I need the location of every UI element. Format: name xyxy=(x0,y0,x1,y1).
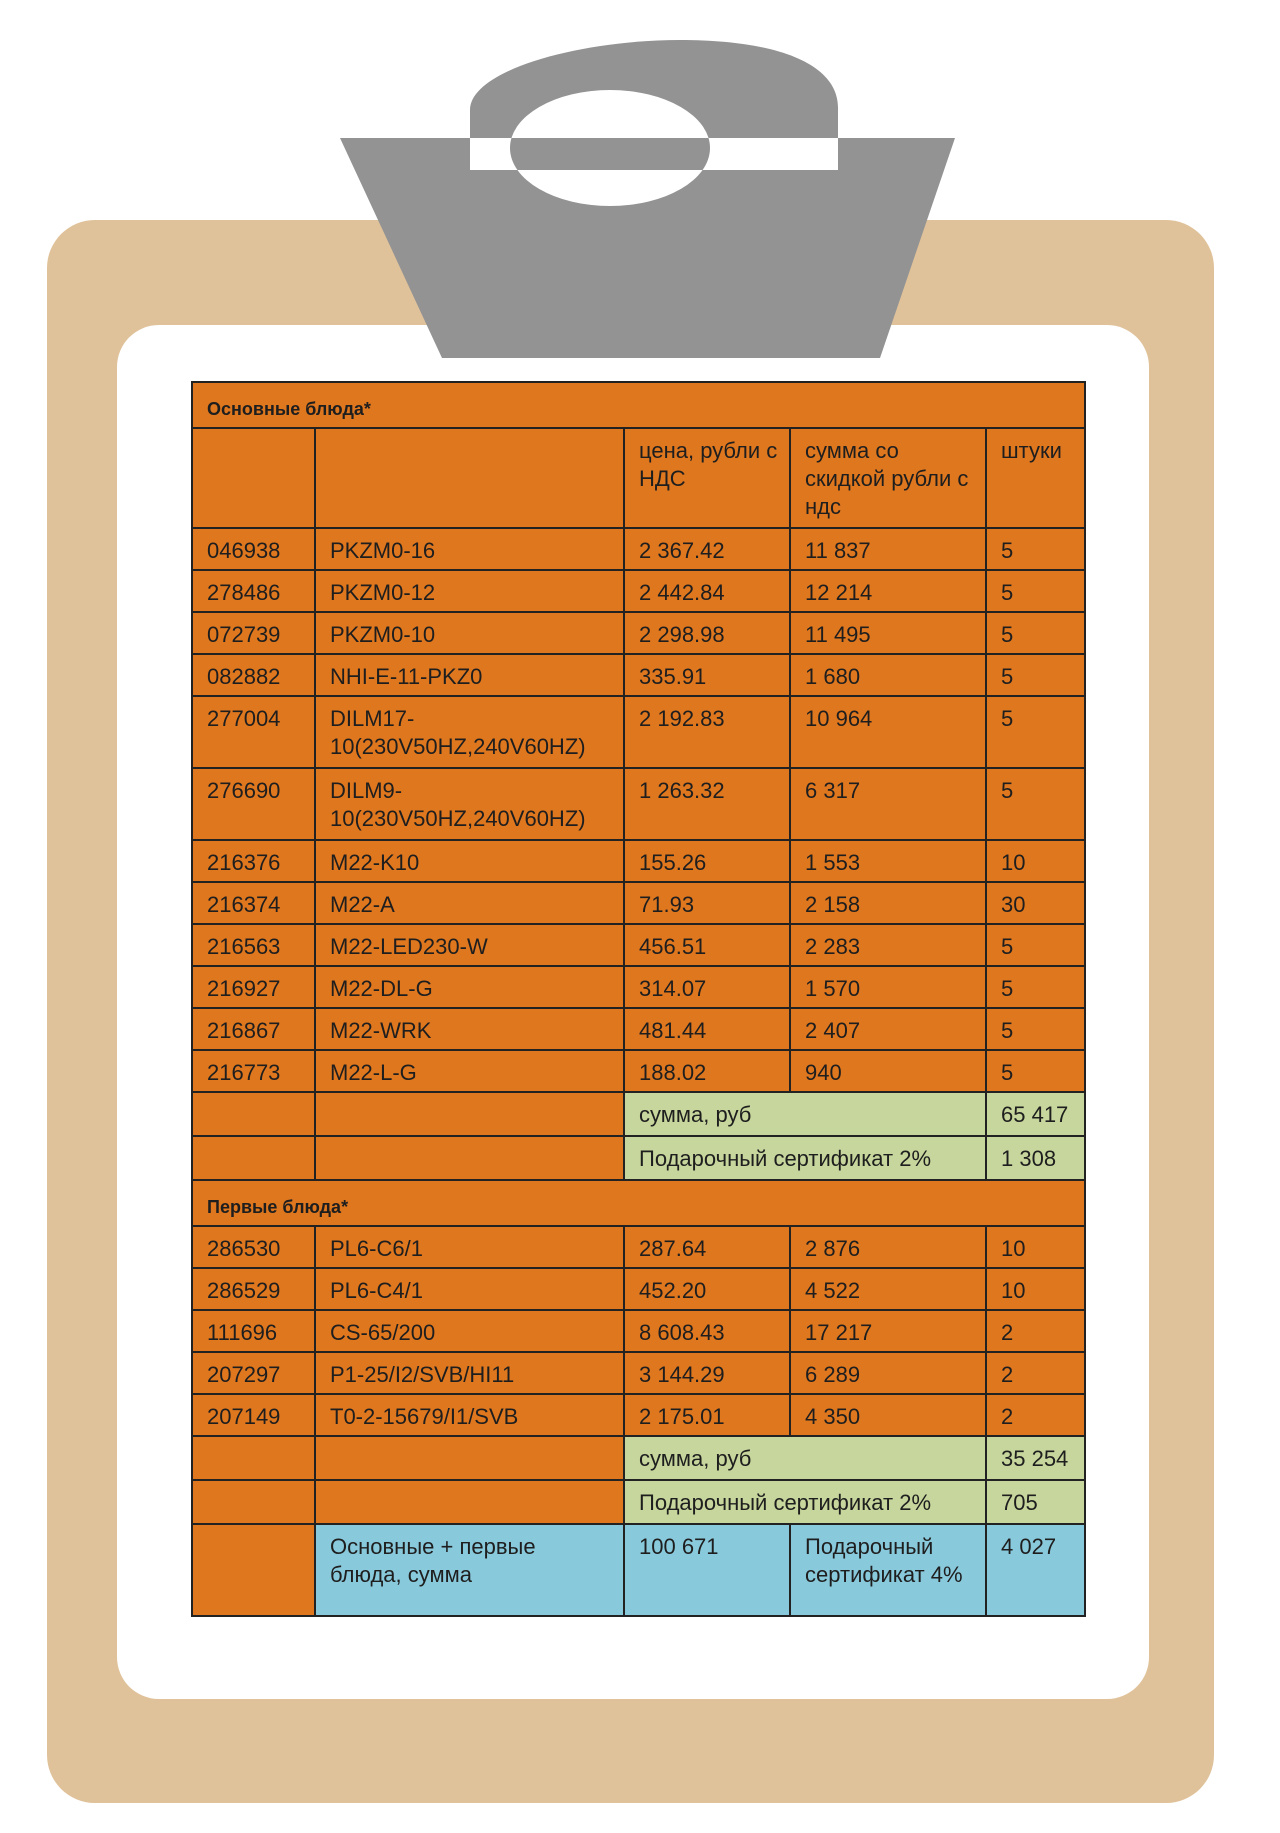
item-discount-sum: 1 553 xyxy=(790,840,986,882)
item-price: 1 263.32 xyxy=(624,768,790,840)
item-discount-sum: 4 522 xyxy=(790,1268,986,1310)
header-qty: штуки xyxy=(986,428,1085,528)
item-name: M22-L-G xyxy=(315,1050,624,1092)
item-price: 456.51 xyxy=(624,924,790,966)
item-price: 335.91 xyxy=(624,654,790,696)
table-row xyxy=(192,1352,1085,1394)
item-discount-sum: 1 570 xyxy=(790,966,986,1008)
section-title: Первые блюда* xyxy=(192,1180,1085,1226)
table-row xyxy=(192,840,1085,882)
item-code: 082882 xyxy=(192,654,315,696)
section-title: Основные блюда* xyxy=(192,382,1085,428)
table-row xyxy=(192,966,1085,1008)
item-qty: 2 xyxy=(986,1394,1085,1436)
empty-cell xyxy=(192,1524,315,1616)
item-price: 452.20 xyxy=(624,1268,790,1310)
item-code: 072739 xyxy=(192,612,315,654)
table-row xyxy=(192,1310,1085,1352)
item-discount-sum: 4 350 xyxy=(790,1394,986,1436)
item-qty: 5 xyxy=(986,570,1085,612)
item-code: 276690 xyxy=(192,768,315,840)
item-price: 481.44 xyxy=(624,1008,790,1050)
item-price: 2 192.83 xyxy=(624,696,790,768)
clipboard-clip-icon xyxy=(0,0,1280,380)
table-row xyxy=(192,924,1085,966)
item-qty: 10 xyxy=(986,840,1085,882)
item-price: 2 442.84 xyxy=(624,570,790,612)
item-name: M22-K10 xyxy=(315,840,624,882)
table-row xyxy=(192,768,1085,840)
item-name: P1-25/I2/SVB/HI11 xyxy=(315,1352,624,1394)
item-price: 71.93 xyxy=(624,882,790,924)
item-code: 286530 xyxy=(192,1226,315,1268)
item-name: PKZM0-10 xyxy=(315,612,624,654)
table-row xyxy=(192,612,1085,654)
item-code: 207149 xyxy=(192,1394,315,1436)
empty-cell xyxy=(192,1092,315,1136)
item-name: DILM17-10(230V50HZ,240V60HZ) xyxy=(315,696,624,768)
table-row xyxy=(192,654,1085,696)
item-name: PL6-C6/1 xyxy=(315,1226,624,1268)
item-qty: 5 xyxy=(986,1008,1085,1050)
empty-cell xyxy=(192,1136,315,1180)
item-price: 2 175.01 xyxy=(624,1394,790,1436)
section-sum-row xyxy=(192,1436,1085,1480)
empty-cell xyxy=(315,1480,624,1524)
item-code: 216927 xyxy=(192,966,315,1008)
section-certificate-row xyxy=(192,1136,1085,1180)
item-code: 216773 xyxy=(192,1050,315,1092)
item-qty: 30 xyxy=(986,882,1085,924)
item-qty: 5 xyxy=(986,924,1085,966)
item-qty: 5 xyxy=(986,1050,1085,1092)
item-code: 216374 xyxy=(192,882,315,924)
item-price: 3 144.29 xyxy=(624,1352,790,1394)
section-header-row xyxy=(192,382,1085,428)
sum-value: 35 254 xyxy=(986,1436,1085,1480)
item-name: M22-WRK xyxy=(315,1008,624,1050)
table-row xyxy=(192,570,1085,612)
column-header-row xyxy=(192,428,1085,528)
item-qty: 10 xyxy=(986,1226,1085,1268)
item-discount-sum: 2 407 xyxy=(790,1008,986,1050)
item-code: 216867 xyxy=(192,1008,315,1050)
item-qty: 5 xyxy=(986,612,1085,654)
item-price: 2 298.98 xyxy=(624,612,790,654)
price-table xyxy=(191,381,1086,1617)
item-name: DILM9-10(230V50HZ,240V60HZ) xyxy=(315,768,624,840)
grand-total-row xyxy=(192,1524,1085,1616)
empty-cell xyxy=(192,1436,315,1480)
item-price: 2 367.42 xyxy=(624,528,790,570)
header-code xyxy=(192,428,315,528)
empty-cell xyxy=(192,1480,315,1524)
item-code: 278486 xyxy=(192,570,315,612)
section-header-row xyxy=(192,1180,1085,1226)
item-price: 314.07 xyxy=(624,966,790,1008)
item-discount-sum: 1 680 xyxy=(790,654,986,696)
table-row xyxy=(192,528,1085,570)
item-discount-sum: 11 495 xyxy=(790,612,986,654)
item-price: 287.64 xyxy=(624,1226,790,1268)
certificate-value: 1 308 xyxy=(986,1136,1085,1180)
item-name: CS-65/200 xyxy=(315,1310,624,1352)
item-code: 207297 xyxy=(192,1352,315,1394)
total-label: Основные + первые блюда, сумма xyxy=(315,1524,624,1616)
item-discount-sum: 2 876 xyxy=(790,1226,986,1268)
total-certificate-value: 4 027 xyxy=(986,1524,1085,1616)
total-value: 100 671 xyxy=(624,1524,790,1616)
item-discount-sum: 11 837 xyxy=(790,528,986,570)
certificate-label: Подарочный сертификат 2% xyxy=(624,1136,986,1180)
sum-label: сумма, руб xyxy=(624,1436,986,1480)
item-qty: 10 xyxy=(986,1268,1085,1310)
table-row xyxy=(192,696,1085,768)
table-row xyxy=(192,882,1085,924)
certificate-value: 705 xyxy=(986,1480,1085,1524)
item-qty: 5 xyxy=(986,696,1085,768)
item-qty: 5 xyxy=(986,768,1085,840)
header-price: цена, рубли с НДС xyxy=(624,428,790,528)
empty-cell xyxy=(315,1092,624,1136)
item-name: PKZM0-16 xyxy=(315,528,624,570)
item-name: PL6-C4/1 xyxy=(315,1268,624,1310)
empty-cell xyxy=(315,1136,624,1180)
table-row xyxy=(192,1226,1085,1268)
table-row xyxy=(192,1008,1085,1050)
item-code: 111696 xyxy=(192,1310,315,1352)
item-discount-sum: 10 964 xyxy=(790,696,986,768)
item-code: 216563 xyxy=(192,924,315,966)
header-name xyxy=(315,428,624,528)
item-qty: 5 xyxy=(986,654,1085,696)
item-code: 286529 xyxy=(192,1268,315,1310)
sum-value: 65 417 xyxy=(986,1092,1085,1136)
item-code: 216376 xyxy=(192,840,315,882)
total-certificate-label: Подарочный сертификат 4% xyxy=(790,1524,986,1616)
sum-label: сумма, руб xyxy=(624,1092,986,1136)
item-discount-sum: 12 214 xyxy=(790,570,986,612)
item-price: 155.26 xyxy=(624,840,790,882)
item-qty: 5 xyxy=(986,528,1085,570)
item-code: 046938 xyxy=(192,528,315,570)
section-certificate-row xyxy=(192,1480,1085,1524)
header-discount-sum: сумма со скидкой рубли с ндс xyxy=(790,428,986,528)
item-discount-sum: 6 289 xyxy=(790,1352,986,1394)
item-qty: 5 xyxy=(986,966,1085,1008)
item-discount-sum: 940 xyxy=(790,1050,986,1092)
item-name: T0-2-15679/I1/SVB xyxy=(315,1394,624,1436)
item-qty: 2 xyxy=(986,1310,1085,1352)
table-row xyxy=(192,1050,1085,1092)
section-sum-row xyxy=(192,1092,1085,1136)
item-price: 8 608.43 xyxy=(624,1310,790,1352)
item-name: NHI-E-11-PKZ0 xyxy=(315,654,624,696)
table-row xyxy=(192,1394,1085,1436)
item-discount-sum: 2 158 xyxy=(790,882,986,924)
item-qty: 2 xyxy=(986,1352,1085,1394)
table-row xyxy=(192,1268,1085,1310)
item-name: PKZM0-12 xyxy=(315,570,624,612)
item-discount-sum: 2 283 xyxy=(790,924,986,966)
item-discount-sum: 17 217 xyxy=(790,1310,986,1352)
certificate-label: Подарочный сертификат 2% xyxy=(624,1480,986,1524)
item-discount-sum: 6 317 xyxy=(790,768,986,840)
item-name: M22-A xyxy=(315,882,624,924)
empty-cell xyxy=(315,1436,624,1480)
item-code: 277004 xyxy=(192,696,315,768)
item-name: M22-DL-G xyxy=(315,966,624,1008)
item-name: M22-LED230-W xyxy=(315,924,624,966)
item-price: 188.02 xyxy=(624,1050,790,1092)
